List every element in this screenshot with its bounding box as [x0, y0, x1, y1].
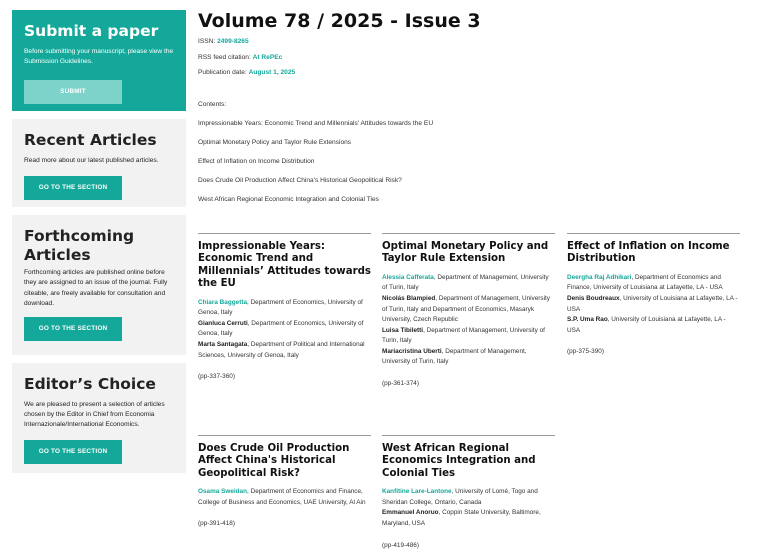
forthcoming-articles-title [24, 227, 174, 264]
issn-label: ISSN: [198, 38, 216, 45]
author-name: Luisa Tibiletti [382, 326, 424, 334]
author-name-link[interactable]: Alessia Cafferata [382, 273, 434, 281]
author-name: Marta Santagata [198, 341, 248, 348]
issue-title: Volume 78 / 2025 - Issue 3 [198, 10, 481, 32]
article-card [382, 435, 555, 549]
author-name: Denis Boudreaux [567, 295, 620, 302]
article-title-link[interactable]: Impressionable Years: Economic Trend and Millennials’ Attitudes towards the EU [198, 241, 371, 290]
forthcoming-articles-button[interactable]: GO TO THE SECTION [24, 317, 122, 341]
page-range: (pp-337-360) [198, 373, 235, 381]
contents-link-3[interactable]: Effect of Inflation on Income Distribution [198, 158, 315, 165]
recent-articles-text: Read more about our latest published articles. [24, 156, 159, 164]
author-name: Mariacristina Uberti [382, 347, 442, 355]
forthcoming-articles-panel [12, 215, 186, 355]
author-affiliation: , Department of Political and International Sciences, University of Genoa, Italy [198, 341, 365, 359]
author-name-link[interactable]: Kanfitine Lare-Lantone [382, 488, 452, 496]
author-entry [382, 347, 555, 368]
editors-choice-title: Editor’s Choice [24, 375, 156, 393]
article-title-link[interactable]: Does Crude Oil Production Affect China's Historical Geopolitical Risk? [198, 443, 350, 479]
page-range: (pp-391-418) [198, 520, 235, 528]
submit-paper-text: Before submitting your manuscript, please view the Submission Guidelines. [24, 47, 174, 65]
rss-line [198, 54, 282, 61]
author-name: Gianluca Cerruti [198, 319, 248, 327]
article-card [382, 233, 555, 387]
author-name-link[interactable]: Deergha Raj Adhikari [567, 273, 632, 281]
pubdate-label: Publication date: [198, 69, 247, 76]
contents-link-4[interactable]: Does Crude Oil Production Affect China's Historical Geopolitical Risk? [198, 177, 402, 184]
contents-link-2[interactable]: Optimal Monetary Policy and Taylor Rule Extensions [198, 139, 352, 146]
author-affiliation: , University of Louisiana at Lafayette, LA - USA [567, 316, 726, 334]
submit-paper-panel [12, 10, 186, 111]
author-name: Nicolás Blampied [382, 295, 436, 302]
author-entry [567, 315, 740, 336]
author-name-link[interactable]: Osama Sweidan [198, 488, 248, 496]
author-entry [198, 487, 371, 508]
editors-choice-text: We are pleased to present a selection of articles chosen by the Editor in Chief from Economia Internazionale/International Economics. [24, 400, 165, 429]
submit-button[interactable]: SUBMIT [24, 80, 122, 104]
author-entry [382, 326, 555, 347]
page-range: (pp-361-374) [382, 379, 419, 387]
author-entry [382, 487, 555, 508]
article-card [567, 233, 740, 355]
author-name: Emmanuel Anoruo [382, 509, 439, 517]
article-card [198, 233, 371, 380]
author-affiliation: , Department of Management, University of Turin, Italy [382, 347, 527, 366]
contents-link-1[interactable]: Impressionable Years: Economic Trend and Millennials' Attitudes towards the EU [198, 120, 434, 127]
author-entry [198, 298, 371, 319]
contents-label: Contents: [198, 101, 227, 108]
recent-articles-title: Recent Articles [24, 131, 157, 149]
page-range: (pp-375-390) [567, 348, 604, 356]
author-entry [382, 273, 555, 294]
forthcoming-articles-text: Forthcoming articles are published online before they are assigned to an issue of the journal. Fully citeable, are freely available for consultation and download. [24, 269, 168, 307]
author-affiliation: , Department of Management, University of Turin, Italy and Department of Economics, Masaryk University, Czech Republic [382, 295, 551, 324]
rss-label: RSS feed citation: [198, 54, 251, 61]
pubdate-line [198, 69, 295, 76]
forthcoming-title-line1: Forthcoming [24, 227, 135, 245]
author-affiliation: , University of Lomé, Togo and Sheridan College, Ontario, Canada [382, 488, 538, 506]
author-affiliation: , University of Louisiana at Lafayette, LA - USA [567, 295, 738, 313]
author-affiliation: , Department of Economics, University of Genoa, Italy [198, 298, 363, 317]
submit-paper-title: Submit a paper [24, 22, 159, 40]
author-affiliation: , Department of Management, University of Turin, Italy [382, 273, 549, 292]
author-entry [567, 294, 740, 315]
author-affiliation: , Department of Economics, University of Genoa, Italy [198, 319, 364, 338]
pubdate-value: August 1, 2025 [248, 69, 296, 76]
recent-articles-panel [12, 119, 186, 207]
author-name: S.P. Uma Rao [567, 316, 608, 324]
author-affiliation: , Coppin State University, Baltimore, Maryland, USA [382, 509, 541, 527]
editors-choice-panel [12, 363, 186, 473]
author-affiliation: , Department of Economics and Finance, University of Louisiana at Lafayette, LA - USA [567, 273, 723, 292]
article-title-link[interactable]: West African Regional Economics Integration and Colonial Ties [382, 443, 536, 479]
author-entry [198, 340, 371, 361]
author-entry [382, 294, 555, 326]
author-affiliation: , Department of Management, University of Turin, Italy [382, 326, 545, 345]
contents-link-5[interactable]: West African Regional Economic Integration and Colonial Ties [198, 196, 379, 203]
recent-articles-button[interactable]: GO TO THE SECTION [24, 176, 122, 200]
article-title-link[interactable]: Effect of Inflation on Income Distribution [567, 241, 730, 265]
article-title-link[interactable]: Optimal Monetary Policy and Taylor Rule Extension [382, 241, 549, 265]
author-affiliation: , Department of Economics and Finance, College of Business and Economics, UAE University, Al Ain [198, 488, 366, 506]
author-entry [382, 508, 555, 529]
issn-line [198, 38, 249, 45]
author-entry [198, 319, 371, 340]
editors-choice-button[interactable]: GO TO THE SECTION [24, 440, 122, 464]
rss-link[interactable]: At RePEc [252, 54, 283, 61]
issn-link[interactable]: 2499-8265 [217, 38, 249, 45]
forthcoming-title-line2: Articles [24, 245, 91, 264]
article-card [198, 435, 371, 527]
page-range: (pp-419-486) [382, 541, 419, 549]
author-entry [567, 273, 740, 294]
author-name-link[interactable]: Chiara Baggetta [198, 298, 248, 306]
